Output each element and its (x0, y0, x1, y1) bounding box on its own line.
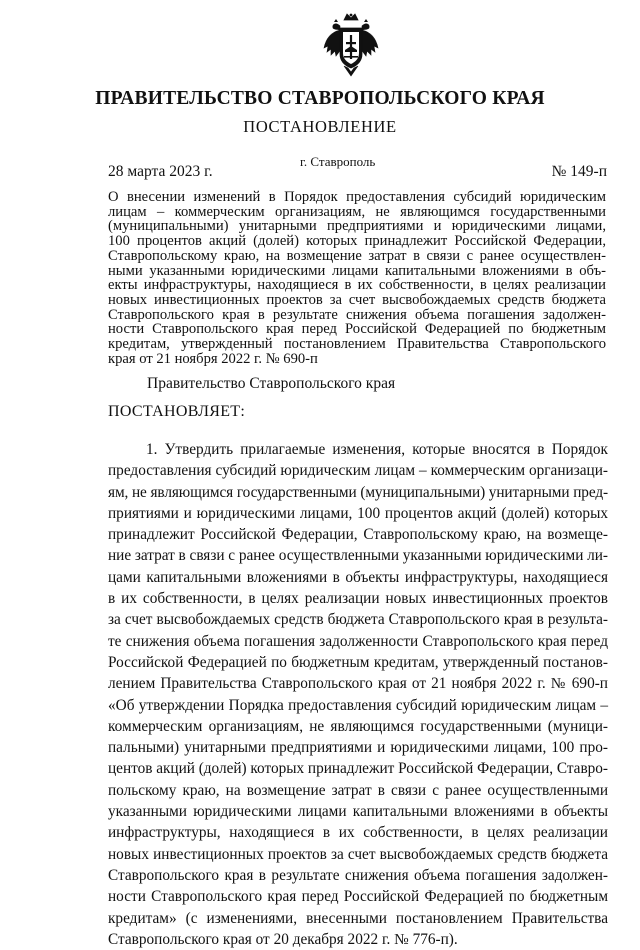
paragraph-line: новых инвестиционных проектов за счет высвобождаемых средств бюджета (108, 845, 608, 863)
paragraph-line: центов акций (долей) которых принадлежит Российской Федерации, Ставро- (108, 760, 608, 778)
paragraph-line: за счет высвобождаемых средств бюджета Ставропольского края в результа- (108, 611, 608, 629)
document-date: 28 марта 2023 г. (108, 163, 213, 180)
paragraph-line: ности Ставропольского края перед Российской Федерацией по бюджетным (108, 888, 608, 906)
document-subject (108, 190, 606, 366)
paragraph-line: ние затрат в связи с ранее осуществленными указанными юридическими ли- (108, 547, 608, 565)
paragraph-line: Ставропольского края от 20 декабря 2022 г. № 776-п). (108, 930, 458, 948)
coat-of-arms-icon (322, 12, 380, 78)
paragraph-line: принадлежит Российской Федерации, Ставропольскому краю, на возмеще- (108, 526, 608, 544)
subject-line: кредитам, утвержденный постановлением Правительства Ставропольского (108, 336, 606, 353)
subject-line: 100 процентов акций (долей) которых принадлежит Российской Федерации, (108, 233, 606, 250)
government-title: ПРАВИТЕЛЬСТВО СТАВРОПОЛЬСКОГО КРАЯ (95, 88, 545, 109)
document-number: № 149-п (551, 163, 607, 180)
resolves-heading: ПОСТАНОВЛЯЕТ: (108, 403, 246, 420)
issuer-text: Правительство Ставропольского края (147, 375, 396, 392)
paragraph-1 (108, 439, 608, 950)
subject-line: лицам – коммерческим организациям, не являющимся государственными (108, 203, 606, 220)
paragraph-line: предоставления субсидий юридическим лицам – коммерческим организаци- (108, 462, 608, 480)
paragraph-line: ям, не являющимся государственными (муниципальными) унитарными пред- (108, 483, 608, 501)
paragraph-line: цами капитальными вложениями в объекты инфраструктуры, находящиеся (108, 568, 608, 586)
subject-line: Ставропольскому краю, на возмещение затрат в связи с ранее осуществлен- (108, 247, 606, 264)
paragraph-line: пальными) унитарными предприятиями и юридическими лицами, 100 про- (108, 739, 608, 757)
paragraph-line: указанными юридическими лицами капитальными вложениями в объекты (108, 803, 608, 821)
subject-line: Ставропольского края в результате снижения объема погашения задолжен- (108, 306, 606, 323)
paragraph-line: Ставропольского края в результате снижения объема погашения задолжен- (108, 866, 608, 884)
paragraph-line: приятиями и юридическими лицами, 100 процентов акций (долей) которых (108, 504, 608, 522)
paragraph-line: «Об утверждении Порядка предоставления субсидий юридическим лицам – (108, 696, 608, 714)
paragraph-line: польскому краю, на возмещение затрат в связи с ранее осуществленными (108, 781, 608, 799)
paragraph-line: Российской Федерацией по бюджетным кредитам, утвержденный постанов- (108, 653, 608, 671)
subject-line: новых инвестиционных проектов за счет высвобождаемых средств бюджета (108, 291, 606, 308)
subject-line: екты инфраструктуры, находящиеся в их собственности, в целях реализации (108, 277, 606, 294)
subject-line: края от 21 ноября 2022 г. № 690-п (108, 350, 318, 367)
paragraph-line: в их собственности, в целях реализации новых инвестиционных проектов (108, 590, 608, 608)
paragraph-line: 1. Утвердить прилагаемые изменения, которые вносятся в Порядок (146, 441, 608, 458)
document-city: г. Ставрополь (300, 154, 376, 169)
paragraph-line: коммерческим организациям, не являющимся государственными (муници- (108, 717, 608, 735)
paragraph-line: те снижения объема погашения задолженности Ставропольского края перед (108, 632, 608, 650)
document-type: ПОСТАНОВЛЕНИЕ (243, 117, 397, 136)
subject-line: О внесении изменений в Порядок предоставления субсидий юридическим (108, 189, 606, 205)
paragraph-line: кредитам» (с изменениями, внесенными постановлением Правительства (108, 909, 608, 927)
paragraph-line: лением Правительства Ставропольского края от 21 ноября 2022 г. № 690-п (108, 675, 608, 693)
subject-line: ности Ставропольского края перед Российской Федерацией по бюджетным (108, 321, 606, 338)
subject-line: (муниципальными) унитарными предприятиями и юридическими лицами, (108, 218, 606, 235)
paragraph-line: инфраструктуры, находящиеся в их собственности, в целях реализации (108, 824, 608, 842)
subject-line: ными указанными юридическими лицами капитальными вложениями в объ- (108, 262, 606, 279)
